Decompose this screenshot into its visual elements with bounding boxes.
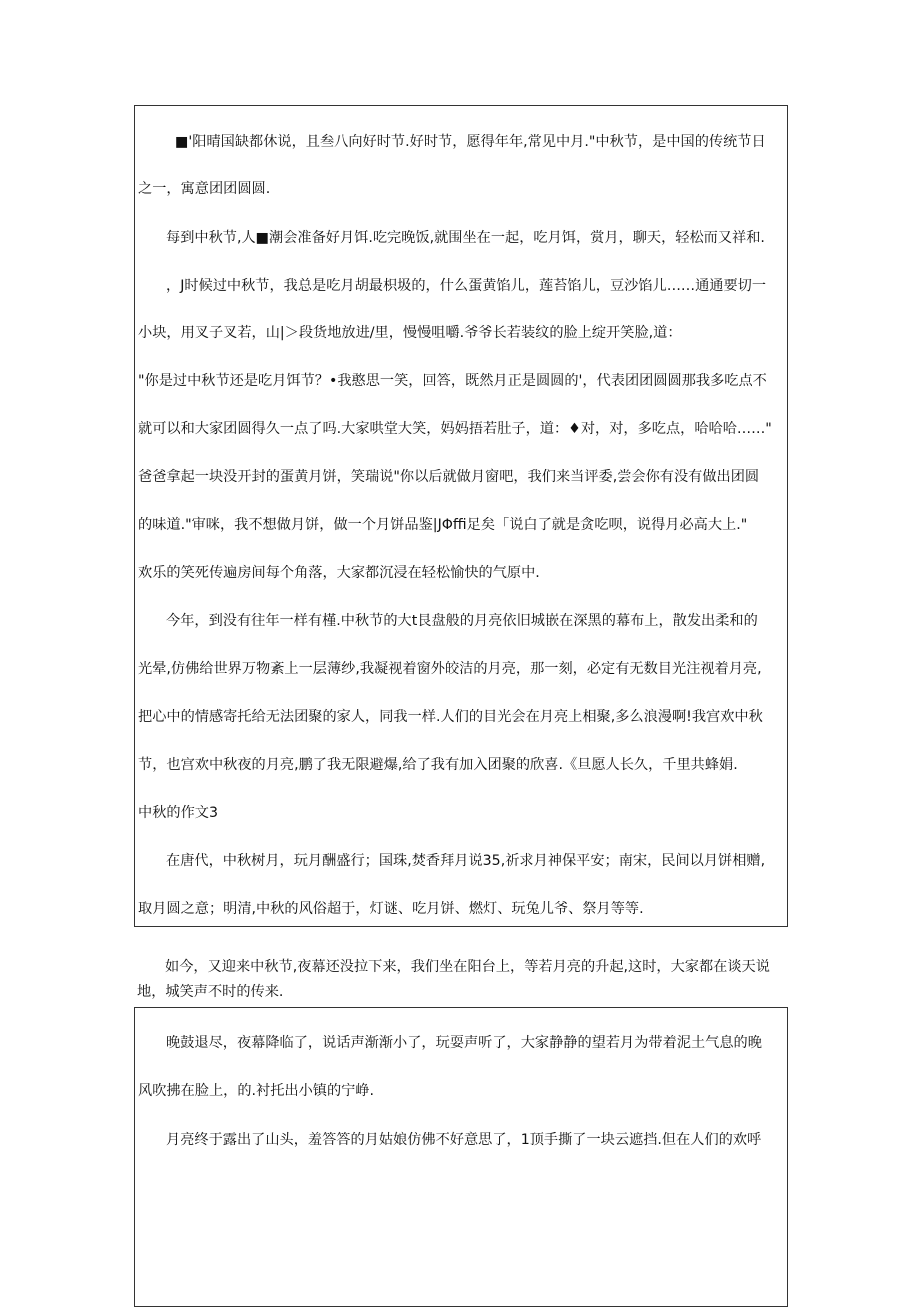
content-box-1: [134, 105, 788, 927]
text-line: ，J时候过中秋节，我总是吃月胡最枳圾的，什么蛋黄馅儿，莲苔馅儿，豆沙馅儿……通通要切一: [166, 278, 767, 294]
text-line: 取月圆之意；明清,中秋的风俗超于，灯谜、吃月饼、燃灯、玩兔儿爷、祭月等等.: [138, 901, 644, 917]
text-line: ■'阳晴国缺都休说，且叁八向好时节.好时节，愿得年年,常见中月."中秋节，是中国的传统节日: [175, 134, 766, 150]
content-box-2: [134, 1007, 788, 1307]
text-line: 月亮终于露出了山头，羞答答的月姑娘仿佛不好意思了，1顶手撕了一块云遮挡.但在人们的欢呼: [166, 1132, 762, 1148]
text-line: 如今，又迎来中秋节,夜幕还没拉下来，我们坐在阳台上，等若月亮的升起,这时，大家都在谈天说: [165, 959, 770, 975]
text-line: 在唐代，中秋树月，玩月酬盛行；国珠,焚香拜月说35,祈求月神保平安；南宋，民间以月饼相赠,: [166, 853, 766, 869]
section-heading: 中秋的作文3: [138, 805, 218, 821]
text-line: 地，城笑声不时的传来.: [137, 984, 284, 1000]
text-line: 的味道."审咪，我不想做月饼，做一个月饼品鉴|JΦffi足矣「说白了就是贪吃呗，说得月必高大上.": [138, 517, 748, 533]
text-line: 小块，用叉子叉若，山|＞段货地放进/里，慢慢咀嚼.爷爷长若装纹的脸上绽开笑脸,道：: [138, 325, 682, 341]
text-line: 欢乐的笑死传遍房间每个角落，大家都沉浸在轻松愉快的气原中.: [138, 565, 540, 581]
text-line: 每到中秋节,人■潮会准备好月饵.吃完晚饭,就围坐在一起，吃月饵，赏月，聊天，轻松而又祥和.: [166, 230, 765, 246]
text-line: 晚鼓退尽，夜幕降临了，说话声渐渐小了，玩耍声听了，大家静静的望若月为带着泥土气息的晚: [166, 1035, 762, 1051]
text-line: 爸爸拿起一块没开封的蛋黄月饼，笑瑞说"你以后就做月窗吧，我们来当评委,尝会你有没有做出团圆: [138, 469, 760, 485]
text-line: 把心中的情感寄托给无法团聚的家人，同我一样.人们的目光会在月亮上相聚,多么浪漫啊!我宫欢中秋: [138, 709, 763, 725]
text-line: 节，也宫欢中秋夜的月亮,鹏了我无限避爆,给了我有加入团聚的欣喜.《旦愿人长久，千里共蜂娟.: [138, 757, 738, 773]
text-line: 之一，寓意团团圆圆.: [138, 181, 271, 197]
text-line: 光晕,仿佛给世界万物紊上一层薄纱,我凝视着窗外皎洁的月亮，那一刻，必定有无数目光注视着月亮,: [138, 661, 762, 677]
text-line: 就可以和大家团圆得久一点了吗.大家哄堂大笑，妈妈捂若肚子，道：♦对，对，多吃点，哈哈哈……": [138, 421, 772, 437]
text-line: "你是过中秋节还是吃月饵节？•我憨思一笑，回答，既然月正是圆圆的'，代表团团圆圆那我多吃点不: [138, 373, 767, 389]
text-line: 今年，到没有往年一样有槿.中秋节的大t艮盘般的月亮依旧城嵌在深黑的幕布上，散发出柔和的: [166, 613, 758, 629]
text-line: 风吹拂在脸上，的.衬托出小镇的宁峥.: [138, 1083, 375, 1099]
